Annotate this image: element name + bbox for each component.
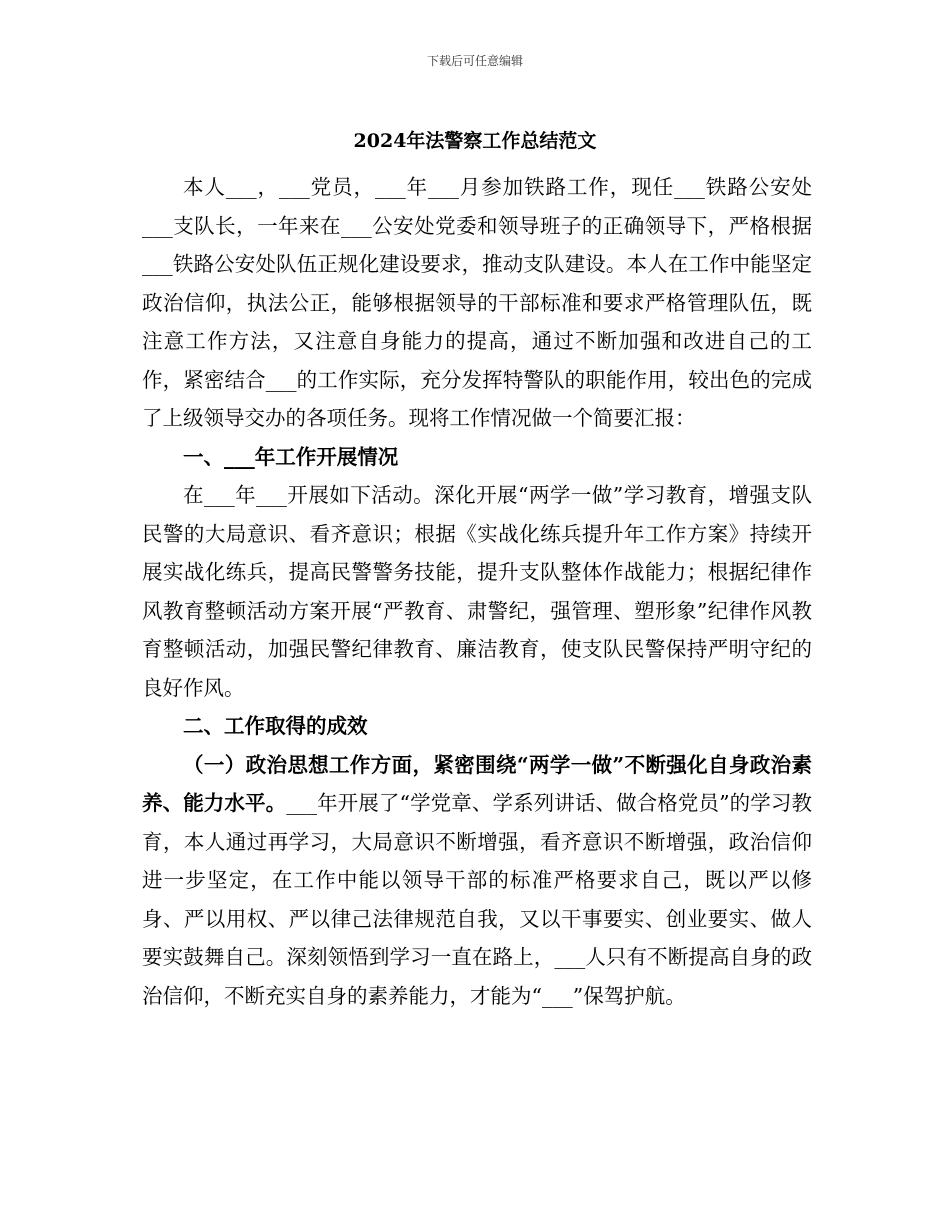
document-body [142,168,812,1015]
section-heading-1: 一、___年工作开展情况 [183,444,399,469]
section-heading-2: 二、工作取得的成效 [183,714,368,738]
subsection1-text: ___年开展了“学党章、学系列讲话、做合格党员”的学习教育，本人通过再学习，大局意识不断增强，看齐意识不断增强，政治信仰进一步坚定，在工作中能以领导干部的标准严格要求自己，既以严以修身、严以用权、严以律己法律规范自我，又以干事要实、创业要实、做人要实鼓舞自己。深刻领悟到学习一直在路上，___人只有不断提高自身的政治信仰，不断充实自身的素养能力，才能为“___”保驾护航。 [142,791,812,1008]
header-note: 下载后可任意编辑 [426,54,523,68]
subsection1-paragraph [142,746,812,1016]
section1-paragraph: 在___年___开展如下活动。深化开展“两学一做”学习教育，增强支队民警的大局意识、看齐意识；根据《实战化练兵提升年工作方案》持续开展实战化练兵，提高民警警务技能，提升支队整体作战能力；根据纪律作风教育整顿活动方案开展“严教育、肃警纪，强管理、塑形象”纪律作风教育整顿活动，加强民警纪律教育、廉洁教育，使支队民警保持严明守纪的良好作风。 [142,483,812,700]
document-title: 2024年法警察工作总结范文 [353,130,597,152]
subsection1-heading: （一）政治思想工作方面，紧密围绕“两学一做”不断强化自身政治素养、能力水平。 [142,752,812,815]
intro-paragraph: 本人___，___党员，___年___月参加铁路工作，现任___铁路公安处___支队长，一年来在___公安处党委和领导班子的正确领导下，严格根据___铁路公安处队伍正规化建设要求，推动支队建设。本人在工作中能坚定政治信仰，执法公正，能够根据领导的干部标准和要求严格管理队伍，既注意工作方法，又注意自身能力的提高，通过不断加强和改进自己的工作，紧密结合___的工作实际，充分发挥特警队的职能作用，较出色的完成了上级领导交办的各项任务。现将工作情况做一个简要汇报： [142,175,812,430]
